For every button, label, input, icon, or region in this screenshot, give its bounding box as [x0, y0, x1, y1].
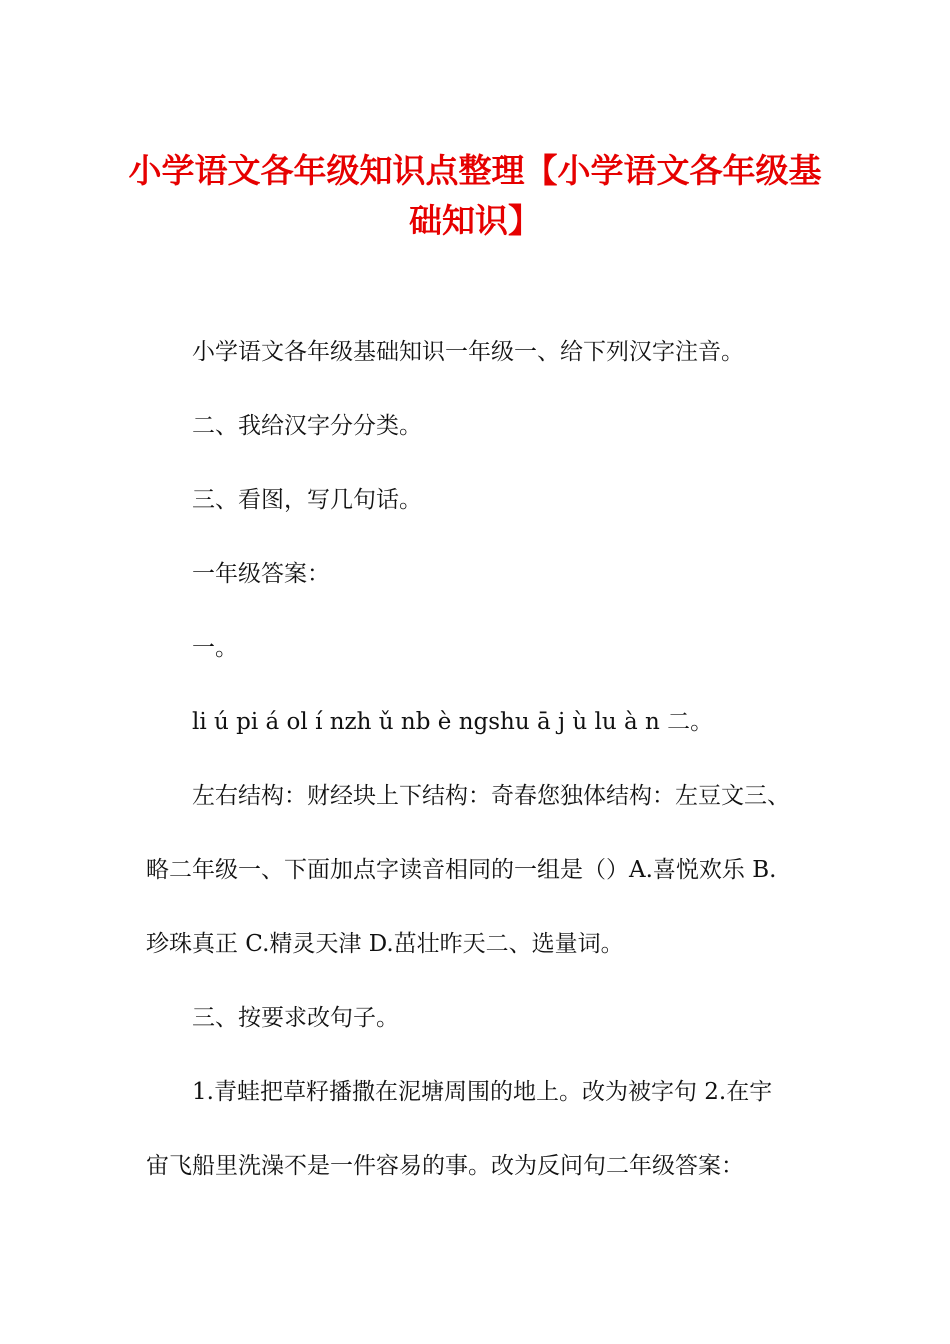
paragraph: 三、按要求改句子。	[192, 1005, 399, 1031]
paragraph: 一年级答案：	[192, 561, 330, 587]
paragraph-continuation: 宙飞船里洗澡不是一件容易的事。改为反问句二年级答案：	[146, 1153, 744, 1179]
paragraph: li ú pi á ol í nzh ǔ nb è ngshu ā j ù lu à n 二。	[192, 709, 714, 735]
paragraph: 一。	[192, 635, 238, 661]
document-title: 小学语文各年级知识点整理【小学语文各年级基础知识】	[128, 151, 822, 240]
paragraph-continuation: 珍珠真正 C.精灵天津 D.茁壮昨天二、选量词。	[146, 931, 624, 957]
paragraph: 小学语文各年级基础知识一年级一、给下列汉字注音。	[192, 339, 744, 365]
paragraph: 1.青蛙把草籽播撒在泥塘周围的地上。改为被字句 2.在宇	[192, 1079, 773, 1105]
paragraph: 二、我给汉字分分类。	[192, 413, 422, 439]
paragraph-continuation: 略二年级一、下面加点字读音相同的一组是（）A.喜悦欢乐 B.	[146, 857, 777, 883]
paragraph: 左右结构：财经块上下结构：奇春您独体结构：左豆文三、	[192, 783, 790, 809]
paragraph: 三、看图，写几句话。	[192, 487, 422, 513]
